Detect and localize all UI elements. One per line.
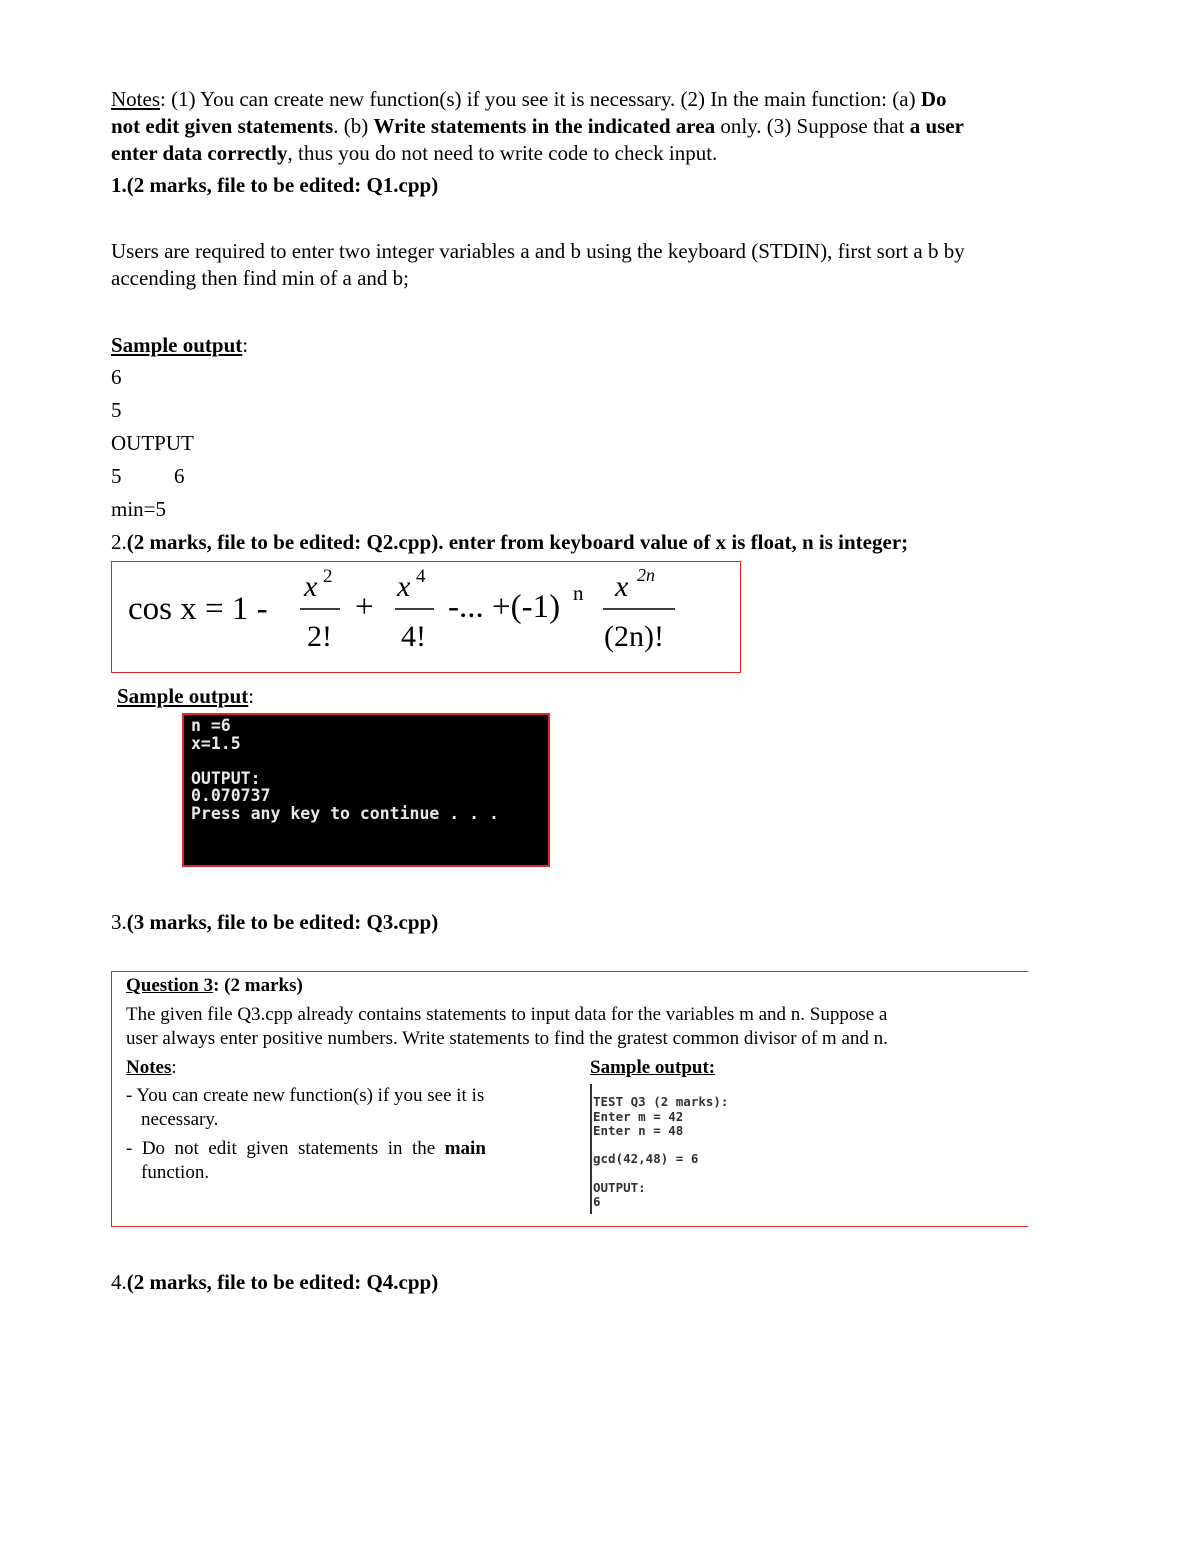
q2-heading — [111, 529, 908, 555]
q3-sample-label — [590, 1056, 715, 1080]
q3-note-2a-text: - Do not edit given statements in the — [126, 1138, 436, 1159]
q3-console-line: 6 — [593, 1194, 601, 1209]
console-line: 0.070737 — [191, 786, 271, 805]
notes-line-1 — [111, 86, 946, 112]
formula-t2-den: 4! — [401, 620, 426, 653]
q3-sample-console — [590, 1084, 792, 1214]
formula-t1-num: x — [304, 570, 318, 603]
q3-note-2b: function. — [141, 1162, 210, 1183]
q3-console-line: OUTPUT: — [593, 1180, 646, 1195]
q1-out-4 — [111, 463, 185, 489]
notes-label: Notes — [111, 87, 160, 111]
q1-sample-label — [111, 332, 248, 358]
formula-dots: -... +(-1) — [448, 589, 561, 625]
formula-t1-exp: 2 — [323, 566, 333, 587]
q3-console-line: Enter m = 42 — [593, 1109, 684, 1124]
q4-heading — [111, 1269, 438, 1295]
q3-note-2a-main: main — [444, 1138, 486, 1159]
q1-heading — [111, 172, 438, 198]
formula-t3-den: (2n)! — [604, 620, 664, 653]
q1-desc-2: accending then find min of a and b; — [111, 266, 409, 290]
q2-heading-text: (2 marks, file to be edited: Q2.cpp). enter from keyboard value of x is float, n is integer; — [126, 530, 909, 554]
q2-sample-colon: : — [248, 684, 255, 708]
console-line: OUTPUT: — [191, 768, 261, 788]
q3-notes-colon: : — [171, 1057, 177, 1078]
q1-out-5: min=5 — [111, 497, 167, 521]
notes-bold-enter: enter data correctly — [111, 141, 288, 165]
formula-box — [111, 561, 741, 673]
q1-out-3: OUTPUT — [111, 431, 194, 455]
notes-text-2: . (b) — [333, 114, 374, 138]
q4-num: 4. — [111, 1270, 127, 1294]
q3-console-line: Enter n = 48 — [593, 1123, 684, 1138]
formula-lhs: cos x = 1 - — [128, 591, 268, 627]
q2-sample-label — [117, 683, 254, 709]
notes-bold-write: Write statements in the indicated area — [373, 114, 716, 138]
notes-line-3 — [111, 140, 717, 166]
formula-t2-num: x — [397, 570, 411, 603]
console-line: Press any key to continue . . . — [191, 803, 499, 823]
q3-box-desc-1: The given file Q3.cpp already contains statements to input data for the variables m and n. Suppose a — [126, 1004, 888, 1025]
formula-t1-den: 2! — [307, 620, 332, 653]
q3-box-title-b: : (2 marks) — [213, 975, 303, 996]
q3-note-2a — [126, 1137, 486, 1161]
q2-num: 2. — [111, 530, 127, 554]
formula-t2-exp: 4 — [416, 566, 426, 587]
q1-desc-1: Users are required to enter two integer variables a and b using the keyboard (STDIN), first sort a b by — [111, 239, 965, 263]
q3-box-desc-2: user always enter positive numbers. Write statements to find the gratest common divisor of m and n. — [126, 1028, 888, 1049]
notes-text-1: : (1) You can create new function(s) if you see it is necessary. (2) In the main function: (a) — [160, 87, 921, 111]
q3-console-line: gcd(42,48) = 6 — [593, 1151, 699, 1166]
formula-plus: + — [355, 589, 374, 625]
formula-t3-exp: 2n — [637, 565, 655, 585]
q3-note-1b: necessary. — [141, 1109, 219, 1130]
q3-box-title — [126, 974, 303, 998]
q3-heading-text: (3 marks, file to be edited: Q3.cpp) — [126, 910, 439, 934]
q1-out-4-text: 5 6 — [111, 464, 185, 488]
q3-heading — [111, 909, 438, 935]
cos-formula — [112, 562, 742, 674]
q3-notes-label-text: Notes — [126, 1057, 172, 1078]
q2-console-window — [182, 713, 550, 867]
q3-num: 3. — [111, 910, 127, 934]
formula-pow-n: n — [573, 581, 584, 605]
q3-console-line: TEST Q3 (2 marks): — [593, 1094, 729, 1109]
formula-t3-num: x — [615, 570, 629, 603]
notes-bold-not-edit: not edit given statements — [111, 114, 334, 138]
q3-question-box — [111, 971, 1028, 1227]
q1-out-2: 5 — [111, 398, 122, 422]
notes-line-2 — [111, 113, 964, 139]
q3-box-notes-label — [126, 1056, 177, 1080]
q2-sample-label-text: Sample output — [117, 684, 249, 708]
q4-heading-text: (2 marks, file to be edited: Q4.cpp) — [126, 1270, 439, 1294]
notes-bold-do: Do — [920, 87, 947, 111]
q3-box-title-a: Question 3 — [126, 975, 214, 996]
q3-sample-label-text: Sample output: — [590, 1057, 716, 1078]
q1-heading-text: 1.(2 marks, file to be edited: Q1.cpp) — [111, 173, 439, 197]
q1-sample-label-text: Sample output — [111, 333, 243, 357]
console-line: x=1.5 — [191, 733, 241, 753]
q1-sample-colon: : — [242, 333, 249, 357]
console-line — [191, 752, 548, 770]
console-line: n =6 — [191, 716, 231, 735]
notes-text-3: only. (3) Suppose that — [715, 114, 910, 138]
q2-console-output — [184, 715, 548, 822]
notes-text-4: , thus you do not need to write code to check input. — [287, 141, 718, 165]
q1-out-1: 6 — [111, 365, 122, 389]
q3-note-1a: - You can create new function(s) if you see it is — [126, 1085, 485, 1106]
notes-bold-user: a user — [909, 114, 964, 138]
